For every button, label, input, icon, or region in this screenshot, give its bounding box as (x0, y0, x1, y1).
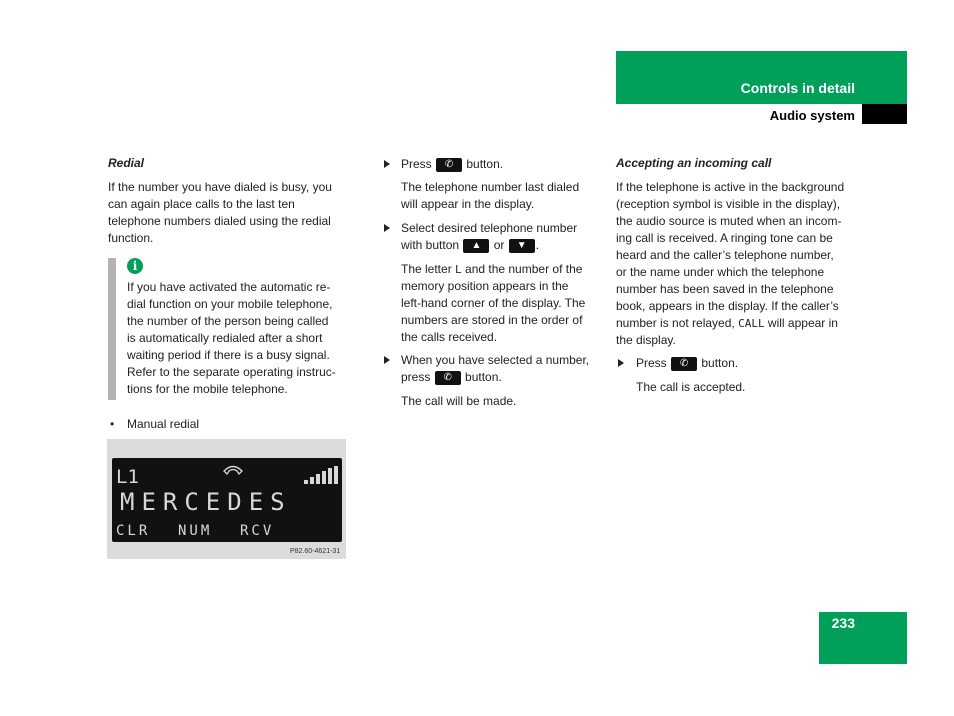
info-sidebar (108, 258, 116, 400)
step-arrow (618, 359, 624, 367)
info-icon: i (127, 258, 143, 274)
step-arrow (384, 160, 390, 168)
step-arrow (384, 356, 390, 364)
manual-redial-label: Manual redial (127, 417, 200, 431)
bullet-dot: • (110, 417, 115, 431)
page-number: 233 (831, 615, 855, 631)
info-note: If you have activated the automatic re- dial function on your mobile telephone, the number of the person being called is automatically redialed after a short waiting period if there is a busy signal. Refer to the separate operating instruc- tions for the mobile telephone. (127, 280, 336, 396)
step-select-number: Select desired telephone number with button ▲ or ▼ . (401, 221, 578, 252)
section-subtitle: Audio system (769, 108, 855, 123)
step-result-call-made: The call will be made. (401, 394, 517, 408)
step-press-call: Press ✆ button. (401, 157, 504, 171)
header-banner (616, 51, 907, 104)
lcd-softkey-num: NUM (178, 523, 213, 539)
handset-icon (222, 462, 244, 481)
up-arrow-button-icon: ▲ (463, 239, 489, 253)
signal-strength-icon (304, 466, 340, 491)
step-arrow (384, 224, 390, 232)
step-letter-explanation: The letter L and the number of the memory position appears in the left-hand corner of the display. The numbers are stored in the order of the calls received. (401, 262, 586, 344)
lcd-softkey-clr: CLR (116, 523, 151, 539)
step-accept-call: Press ✆ button. (636, 356, 739, 370)
header-tab-marker (862, 104, 907, 124)
section-title: Controls in detail (740, 80, 855, 96)
figure-code: P82.60-4621-31 (290, 548, 341, 555)
redial-intro: If the number you have dialed is busy, you can again place calls to the last ten telephone numbers dialed using the redial function. (108, 180, 332, 245)
call-button-icon: ✆ (435, 371, 461, 385)
down-arrow-button-icon: ▼ (509, 239, 535, 253)
call-button-icon: ✆ (671, 357, 697, 371)
lcd-softkey-rcv: RCV (240, 523, 275, 539)
redial-heading: Redial (108, 156, 145, 170)
step-result-accepted: The call is accepted. (636, 380, 746, 394)
lcd-name: MERCEDES (120, 488, 292, 516)
incoming-call-body: If the telephone is active in the background (reception symbol is visible in the display), the audio source is muted when an incom- ing call is received. A ringing tone can be heard and the caller’s telephone number, or the name under which the telephone number has been saved in the telephone book, appears in the display. If the caller’s number is not relayed, CALL will appear in the display. (616, 180, 845, 347)
incoming-call-heading: Accepting an incoming call (616, 156, 772, 170)
step-press-call-2: When you have selected a number, press ✆ button. (401, 353, 590, 384)
call-button-icon: ✆ (436, 158, 462, 172)
lcd-memory-position: L1 (116, 466, 139, 488)
step-result-last-dialed: The telephone number last dialed will appear in the display. (401, 180, 580, 211)
